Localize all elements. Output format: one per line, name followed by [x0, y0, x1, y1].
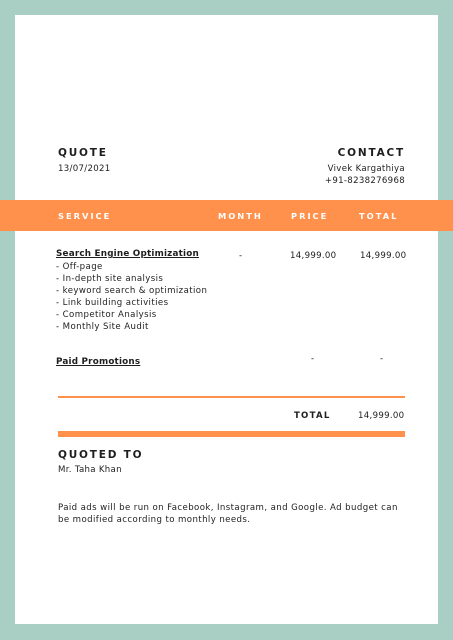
price-value: - [311, 354, 315, 364]
quoted-to-heading: QUOTED TO [58, 449, 144, 461]
contact-name: Vivek Kargathiya [327, 164, 405, 174]
divider-bar [58, 431, 405, 437]
list-item: - Monthly Site Audit [56, 322, 149, 332]
table-row [56, 249, 207, 333]
total-label: TOTAL [294, 411, 331, 421]
contact-heading: CONTACT [337, 147, 405, 159]
quote-date: 13/07/2021 [58, 164, 111, 174]
column-header-total: TOTAL [359, 211, 399, 221]
list-item: - keyword search & optimization [56, 286, 208, 296]
client-name: Mr. Taha Khan [58, 465, 122, 475]
list-item: - Off-page [56, 262, 103, 272]
total-value: - [380, 354, 384, 364]
contact-phone: +91-8238276968 [324, 176, 405, 186]
service-name: Paid Promotions [56, 357, 141, 367]
month-value: - [239, 251, 243, 261]
total-value: 14,999.00 [360, 251, 407, 261]
divider-line [58, 396, 405, 398]
column-header-price: PRICE [291, 211, 329, 221]
grand-total-value: 14,999.00 [358, 411, 405, 421]
service-details-list [56, 261, 207, 333]
note-text: Paid ads will be run on Facebook, Instagram, and Google. Ad budget can be modified according to monthly needs. [58, 503, 398, 525]
column-header-service: SERVICE [58, 211, 112, 221]
price-value: 14,999.00 [290, 251, 337, 261]
list-item: - Link building activities [56, 298, 169, 308]
service-name: Search Engine Optimization [56, 249, 199, 259]
quote-heading: QUOTE [58, 147, 108, 159]
list-item: - In-depth site analysis [56, 274, 164, 284]
column-header-month: MONTH [218, 211, 263, 221]
list-item: - Competitor Analysis [56, 310, 157, 320]
table-header-band [0, 200, 453, 231]
